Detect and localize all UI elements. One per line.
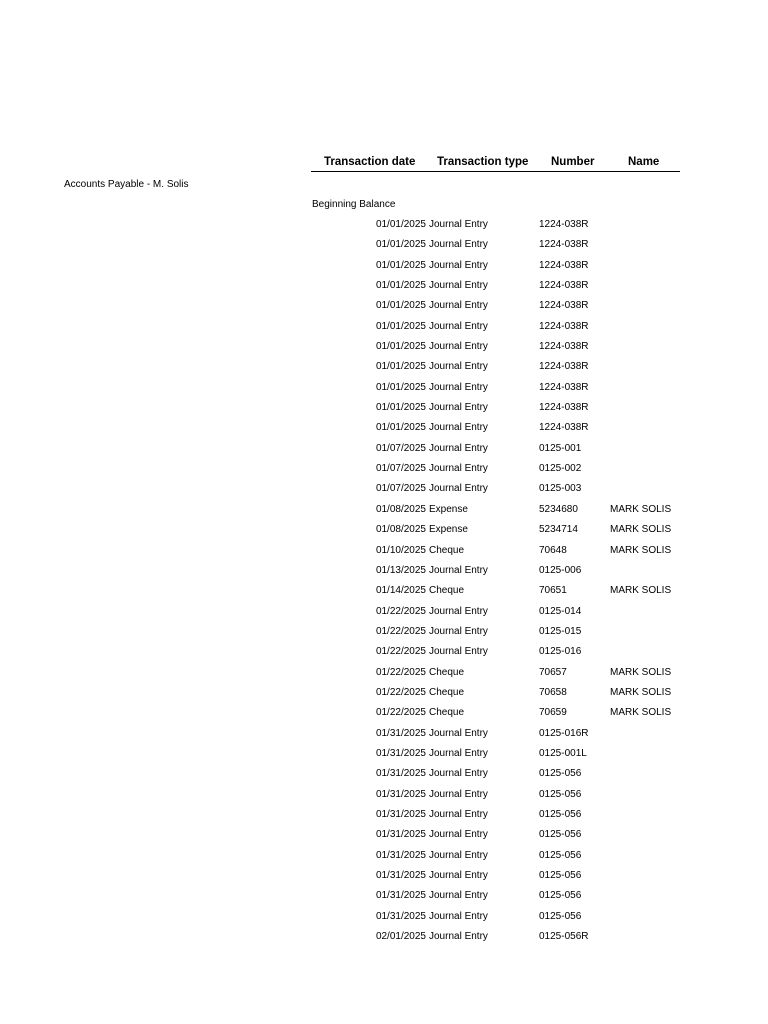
transaction-date-cell: 01/08/2025	[375, 524, 426, 536]
transaction-type-cell: Expense	[429, 503, 468, 515]
transaction-date-cell: 01/22/2025	[375, 666, 426, 678]
transaction-date-cell: 01/22/2025	[375, 646, 426, 658]
transaction-date-cell: 01/01/2025	[375, 219, 426, 230]
transaction-type-cell: Journal Entry	[429, 605, 488, 617]
transaction-row	[0, 296, 768, 316]
transaction-date-cell: 01/01/2025	[375, 402, 426, 414]
transaction-date-cell: 01/01/2025	[375, 341, 426, 353]
transaction-date-cell: 01/07/2025	[375, 442, 426, 454]
transaction-date-cell: 01/01/2025	[375, 381, 426, 393]
transaction-number-cell: 1224-038R	[539, 300, 589, 312]
transaction-date-cell: 01/31/2025	[375, 849, 426, 861]
transaction-number-cell: 0125-001L	[539, 747, 587, 759]
transaction-number-cell: 0125-015	[539, 625, 582, 637]
transaction-date-cell: 01/10/2025	[375, 544, 426, 556]
transaction-number-cell: 70659	[539, 707, 567, 719]
transaction-row	[0, 622, 768, 642]
transaction-row	[0, 846, 768, 866]
transaction-number-cell: 0125-056	[539, 890, 582, 902]
transaction-date-cell: 01/22/2025	[375, 605, 426, 617]
transaction-number-cell: 0125-056	[539, 808, 582, 820]
transaction-number-cell: 70657	[539, 666, 567, 678]
transaction-type-cell: Journal Entry	[429, 442, 488, 454]
transaction-date-cell: 01/07/2025	[375, 483, 426, 495]
transaction-type-cell: Journal Entry	[429, 564, 488, 576]
column-header-transaction-type: Transaction type	[437, 156, 529, 168]
transaction-name-cell: MARK SOLIS	[610, 686, 672, 698]
transaction-row	[0, 724, 768, 744]
transaction-type-cell: Journal Entry	[429, 747, 488, 759]
transaction-date-cell: 01/01/2025	[375, 422, 426, 434]
transaction-date-cell: 01/01/2025	[375, 259, 426, 271]
transaction-date-cell: 01/31/2025	[375, 808, 426, 820]
transaction-type-cell: Journal Entry	[429, 870, 488, 881]
transaction-type-cell: Journal Entry	[429, 808, 488, 820]
transaction-type-cell: Journal Entry	[429, 788, 488, 800]
transaction-type-cell: Journal Entry	[429, 320, 488, 332]
transaction-row	[0, 459, 768, 479]
transaction-date-cell: 01/31/2025	[375, 747, 426, 759]
transaction-date-cell: 01/13/2025	[375, 564, 426, 576]
transaction-date-cell: 01/01/2025	[375, 361, 426, 373]
transaction-type-cell: Cheque	[429, 544, 465, 556]
transaction-number-cell: 0125-056	[539, 910, 582, 922]
transaction-date-cell: 01/07/2025	[375, 463, 426, 475]
transaction-number-cell: 0125-056	[539, 768, 582, 780]
transaction-type-cell: Expense	[429, 524, 468, 536]
column-header-transaction-date: Transaction date	[324, 156, 416, 168]
transaction-row	[0, 541, 768, 561]
transaction-row	[0, 337, 768, 357]
transaction-row	[0, 642, 768, 662]
transaction-row	[0, 479, 768, 499]
column-header-name: Name	[628, 156, 660, 168]
transaction-type-cell: Cheque	[429, 666, 465, 678]
transaction-type-cell: Journal Entry	[429, 219, 488, 230]
transaction-name-cell: MARK SOLIS	[610, 585, 672, 597]
transaction-type-cell: Cheque	[429, 707, 465, 719]
transaction-date-cell: 01/01/2025	[375, 320, 426, 332]
transaction-number-cell: 70658	[539, 686, 567, 698]
transaction-number-cell: 1224-038R	[539, 341, 589, 353]
transaction-number-cell: 1224-038R	[539, 239, 589, 251]
transaction-row	[0, 561, 768, 581]
transaction-type-cell: Journal Entry	[429, 381, 488, 393]
transaction-date-cell: 01/01/2025	[375, 300, 426, 312]
transaction-date-cell: 01/22/2025	[375, 686, 426, 698]
transaction-number-cell: 1224-038R	[539, 381, 589, 393]
transaction-number-cell: 1224-038R	[539, 320, 589, 332]
transaction-row	[0, 520, 768, 540]
transaction-type-cell: Journal Entry	[429, 402, 488, 414]
transaction-number-cell: 0125-014	[539, 605, 582, 617]
transaction-row	[0, 927, 768, 947]
transaction-date-cell: 01/31/2025	[375, 910, 426, 922]
transaction-row	[0, 805, 768, 825]
transaction-type-cell: Journal Entry	[429, 646, 488, 658]
transaction-row	[0, 683, 768, 703]
transaction-row	[0, 866, 768, 886]
transaction-date-cell: 01/31/2025	[375, 768, 426, 780]
column-header-row	[311, 156, 680, 172]
transaction-number-cell: 0125-056	[539, 870, 582, 881]
transaction-row	[0, 378, 768, 398]
transaction-row	[0, 357, 768, 377]
transaction-type-cell: Cheque	[429, 585, 465, 597]
transaction-name-cell: MARK SOLIS	[610, 503, 672, 515]
transaction-row	[0, 256, 768, 276]
transaction-row	[0, 581, 768, 601]
transaction-type-cell: Journal Entry	[429, 280, 488, 292]
transaction-date-cell: 01/31/2025	[375, 870, 426, 881]
transaction-type-cell: Journal Entry	[429, 483, 488, 495]
transaction-type-cell: Journal Entry	[429, 239, 488, 251]
transaction-type-cell: Journal Entry	[429, 931, 488, 943]
transaction-number-cell: 0125-002	[539, 463, 582, 475]
transaction-list	[0, 215, 768, 947]
transaction-row	[0, 439, 768, 459]
transaction-date-cell: 01/31/2025	[375, 727, 426, 739]
transaction-date-cell: 01/08/2025	[375, 503, 426, 515]
transaction-number-cell: 5234680	[539, 503, 578, 515]
transaction-row	[0, 785, 768, 805]
transaction-type-cell: Journal Entry	[429, 463, 488, 475]
transaction-row	[0, 907, 768, 927]
transaction-date-cell: 01/31/2025	[375, 890, 426, 902]
transaction-row	[0, 215, 768, 235]
transaction-type-cell: Journal Entry	[429, 890, 488, 902]
transaction-number-cell: 70651	[539, 585, 567, 597]
transaction-row	[0, 744, 768, 764]
account-title: Accounts Payable - M. Solis	[64, 179, 189, 190]
transaction-number-cell: 1224-038R	[539, 259, 589, 271]
transaction-type-cell: Journal Entry	[429, 422, 488, 434]
transaction-row	[0, 418, 768, 438]
transaction-date-cell: 02/01/2025	[375, 931, 426, 943]
transaction-date-cell: 01/01/2025	[375, 239, 426, 251]
transaction-number-cell: 0125-056	[539, 849, 582, 861]
transaction-number-cell: 1224-038R	[539, 280, 589, 292]
transaction-type-cell: Journal Entry	[429, 361, 488, 373]
transaction-row	[0, 703, 768, 723]
transaction-number-cell: 70648	[539, 544, 567, 556]
transaction-type-cell: Journal Entry	[429, 829, 488, 841]
transaction-date-cell: 01/31/2025	[375, 788, 426, 800]
transaction-date-cell: 01/31/2025	[375, 829, 426, 841]
transaction-number-cell: 0125-056	[539, 829, 582, 841]
transaction-number-cell: 1224-038R	[539, 402, 589, 414]
transaction-row	[0, 602, 768, 622]
transaction-row	[0, 235, 768, 255]
transaction-type-cell: Journal Entry	[429, 727, 488, 739]
transaction-number-cell: 1224-038R	[539, 219, 589, 230]
transaction-number-cell: 0125-056R	[539, 931, 589, 943]
transaction-type-cell: Journal Entry	[429, 910, 488, 922]
transaction-row	[0, 825, 768, 845]
beginning-balance-label: Beginning Balance	[312, 199, 396, 210]
column-header-number: Number	[551, 156, 595, 168]
transaction-date-cell: 01/22/2025	[375, 625, 426, 637]
transaction-number-cell: 0125-016	[539, 646, 582, 658]
transaction-type-cell: Journal Entry	[429, 341, 488, 353]
transaction-date-cell: 01/22/2025	[375, 707, 426, 719]
transaction-type-cell: Cheque	[429, 686, 465, 698]
transaction-row	[0, 276, 768, 296]
transaction-type-cell: Journal Entry	[429, 768, 488, 780]
transaction-number-cell: 0125-056	[539, 788, 582, 800]
transaction-row	[0, 500, 768, 520]
transaction-number-cell: 1224-038R	[539, 422, 589, 434]
transaction-number-cell: 0125-016R	[539, 727, 589, 739]
transaction-number-cell: 0125-006	[539, 564, 582, 576]
transaction-type-cell: Journal Entry	[429, 300, 488, 312]
transaction-row	[0, 764, 768, 784]
transaction-name-cell: MARK SOLIS	[610, 524, 672, 536]
transaction-type-cell: Journal Entry	[429, 625, 488, 637]
transaction-date-cell: 01/14/2025	[375, 585, 426, 597]
transaction-row	[0, 317, 768, 337]
transaction-number-cell: 0125-003	[539, 483, 582, 495]
transaction-date-cell: 01/01/2025	[375, 280, 426, 292]
transaction-number-cell: 1224-038R	[539, 361, 589, 373]
transaction-name-cell: MARK SOLIS	[610, 707, 672, 719]
transaction-number-cell: 5234714	[539, 524, 578, 536]
transaction-type-cell: Journal Entry	[429, 259, 488, 271]
transaction-row	[0, 398, 768, 418]
transaction-row	[0, 886, 768, 906]
transaction-row	[0, 663, 768, 683]
transaction-name-cell: MARK SOLIS	[610, 666, 672, 678]
transaction-name-cell: MARK SOLIS	[610, 544, 672, 556]
transaction-number-cell: 0125-001	[539, 442, 582, 454]
transaction-type-cell: Journal Entry	[429, 849, 488, 861]
